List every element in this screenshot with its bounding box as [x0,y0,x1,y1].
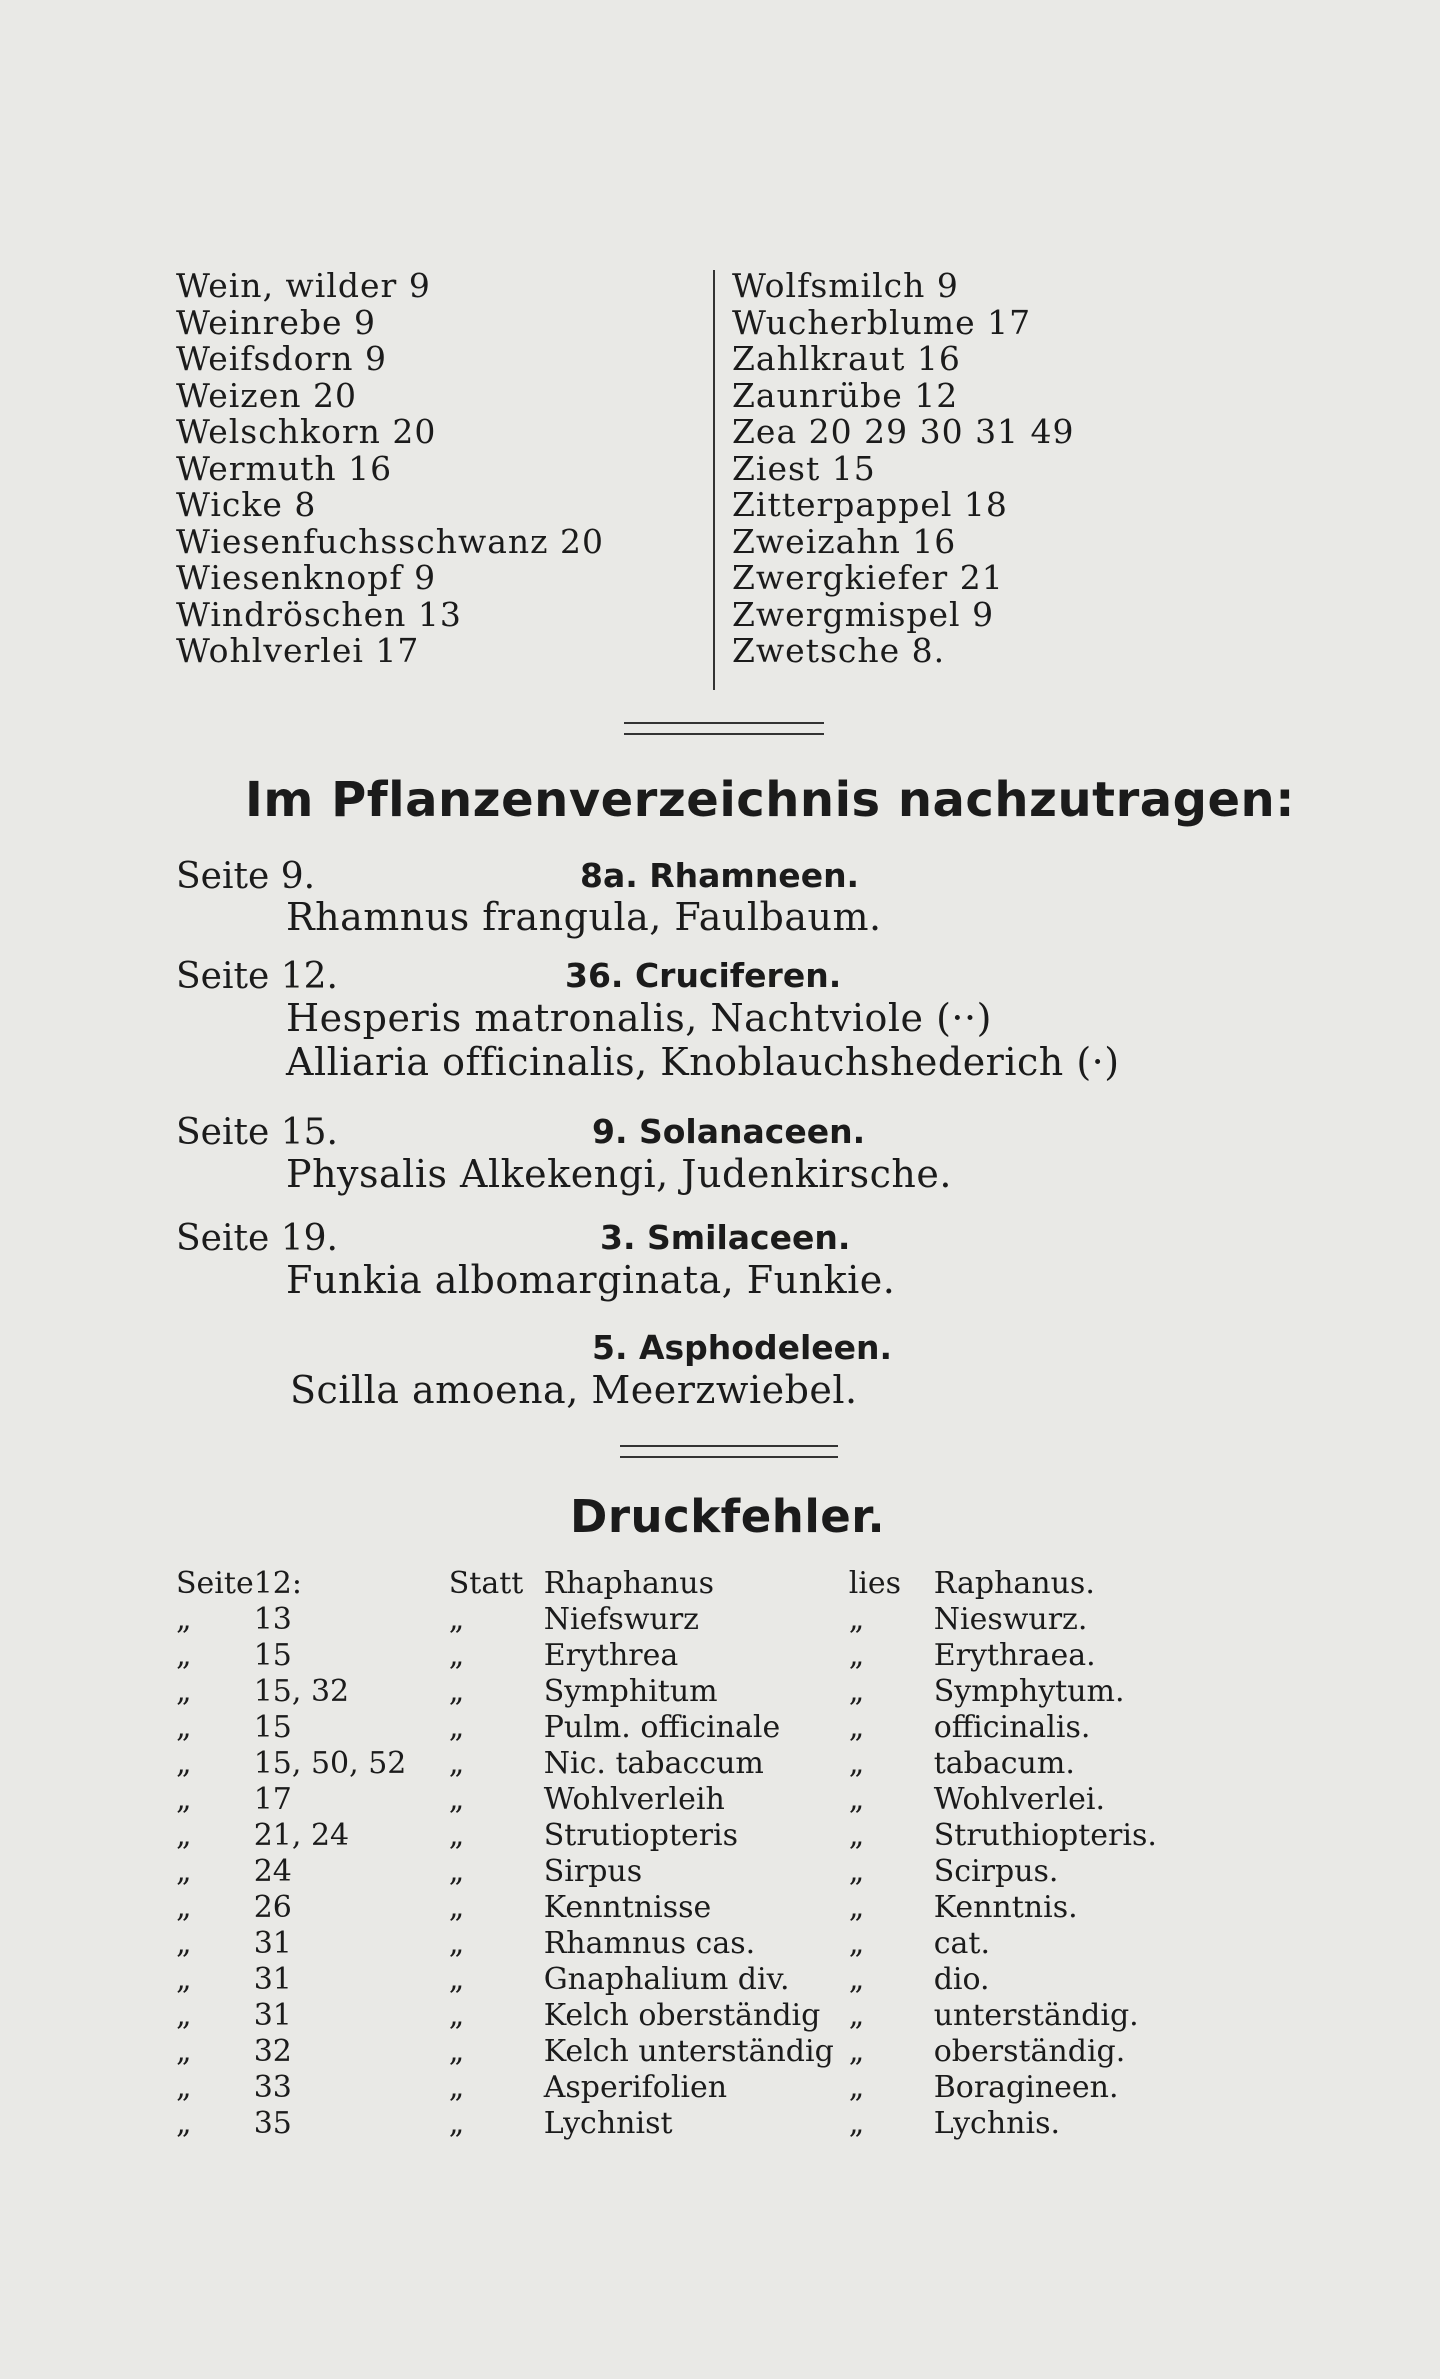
errata-lies: „ [848,1854,865,1889]
index-entry: Zitterpappel 18 [732,485,1008,524]
errata-page-number: 31 [253,1962,292,1997]
errata-page-number: 15 [253,1710,292,1745]
errata-ditto: „ [176,1674,192,1709]
errata-ditto: „ [176,1782,192,1817]
errata-row [176,1710,1206,1746]
errata-row [176,1890,1206,1926]
addenda-page-ref: Seite 9. [176,856,316,897]
errata-misprint: Niefswurz [543,1602,699,1637]
index-entry: Weizen 20 [176,375,357,415]
errata-correction: Nieswurz. [933,1602,1088,1637]
errata-page-number: 13 [253,1602,292,1637]
errata-statt: „ [448,2070,465,2105]
addenda-page-ref: Seite 12. [176,956,338,997]
errata-row [176,1782,1206,1818]
errata-lies: „ [848,1818,865,1853]
errata-statt: „ [448,2106,465,2141]
errata-correction: Struthiopteris. [933,1818,1157,1853]
addenda-page-ref: Seite 19. [176,1218,338,1259]
errata-correction: Symphytum. [933,1674,1125,1709]
index-entry: Ziest 15 [732,448,876,488]
errata-misprint: Rhaphanus [543,1566,714,1601]
errata-misprint: Lychnist [543,2106,673,2141]
errata-correction: officinalis. [933,1710,1091,1745]
index-entry: Wiesenfuchsschwanz 20 [176,521,604,561]
errata-statt: „ [448,1710,465,1745]
index-entry: Zwetsche 8. [732,631,946,670]
index-entry: Wucherblume 17 [732,302,1032,342]
errata-lies: „ [848,1638,865,1673]
errata-ditto: „ [176,1710,192,1745]
index-entry: Zaunrübe 12 [732,375,959,415]
index-entry: Zea 20 29 30 31 49 [732,412,1075,451]
errata-statt: „ [448,1890,465,1925]
errata-row [176,1818,1206,1854]
errata-row [176,1926,1206,1962]
errata-ditto: „ [176,1818,192,1853]
errata-ditto: „ [176,1998,192,2033]
errata-lies: „ [848,1602,865,1637]
errata-correction: unterständig. [933,1998,1139,2033]
errata-ditto: „ [176,2106,192,2141]
errata-ditto: „ [176,1746,192,1781]
errata-statt: „ [448,1926,465,1961]
errata-statt: „ [448,1638,465,1673]
errata-lies: „ [848,1998,865,2033]
errata-statt: „ [448,1962,465,1997]
plant-entry: Scilla amoena, Meerzwiebel. [290,1368,858,1412]
index-entry: Wicke 8 [176,485,317,524]
errata-lies: „ [848,2034,865,2069]
errata-row [176,1602,1206,1638]
errata-table-body [176,1566,1206,2142]
errata-correction: Lychnis. [933,2106,1061,2141]
errata-correction: Erythraea. [933,1638,1096,1673]
index-entry: Zwergkiefer 21 [732,558,1004,597]
errata-row [176,2070,1206,2106]
plant-entry: Alliaria officinalis, Knoblauchshederich (·) [286,1040,1120,1084]
errata-misprint: Symphitum [543,1674,718,1709]
errata-statt: „ [448,2034,465,2069]
errata-row [176,1746,1206,1782]
errata-page-number: 15, 32 [253,1674,350,1709]
plant-family-heading: 3. Smilaceen. [600,1218,851,1257]
errata-misprint: Kelch oberständig [543,1998,821,2033]
addenda-page-ref: Seite 15. [176,1112,338,1153]
errata-row [176,2106,1206,2142]
index-entry: Wiesenknopf 9 [176,558,437,597]
errata-statt: „ [448,1602,465,1637]
index-entry: Zweizahn 16 [732,521,957,561]
errata-correction: tabacum. [933,1746,1075,1781]
errata-ditto: „ [176,1926,192,1961]
errata-correction: cat. [933,1926,990,1961]
errata-page-number: 12: [253,1566,302,1601]
errata-table [176,1566,1206,2142]
errata-lies: „ [848,1962,865,1997]
errata-ditto: „ [176,1638,192,1673]
errata-row [176,1854,1206,1890]
errata-ditto: „ [176,1602,192,1637]
errata-misprint: Nic. tabaccum [543,1746,764,1781]
index-entry: Wohlverlei 17 [176,631,420,670]
plant-entry: Hesperis matronalis, Nachtviole (··) [286,996,992,1040]
errata-correction: oberständig. [933,2034,1126,2069]
errata-misprint: Kenntnisse [543,1890,712,1925]
errata-correction: Boragineen. [933,2070,1119,2105]
errata-lies: „ [848,1710,865,1745]
index-entry: Zwergmispel 9 [732,594,995,634]
plant-family-heading: 9. Solanaceen. [592,1112,866,1151]
errata-page-number: 31 [253,1926,292,1961]
errata-page-number: 15 [253,1638,292,1673]
errata-statt: „ [448,1998,465,2033]
errata-ditto: „ [176,1854,192,1889]
index-entry: Weifsdorn 9 [176,339,387,378]
errata-lies: „ [848,1674,865,1709]
errata-heading: Druckfehler. [570,1490,886,1543]
errata-page-number: 15, 50, 52 [253,1746,407,1781]
errata-page-number: 35 [253,2106,292,2141]
index-entry: Weinrebe 9 [176,302,377,342]
errata-statt: Statt [448,1566,524,1601]
index-left-column [176,268,604,670]
errata-misprint: Wohlverleih [543,1782,725,1817]
errata-page-number: 17 [253,1782,292,1817]
errata-ditto: „ [176,2070,192,2105]
errata-misprint: Sirpus [543,1854,643,1889]
errata-statt: „ [448,1782,465,1817]
index-entry: Welschkorn 20 [176,412,437,451]
plant-family-heading: 8a. Rhamneen. [580,856,860,895]
errata-row [176,1962,1206,1998]
errata-correction: dio. [933,1962,990,1997]
double-rule-divider [624,722,824,735]
errata-ditto: „ [176,2034,192,2069]
plant-entry: Physalis Alkekengi, Judenkirsche. [286,1152,952,1196]
addenda-heading: Im Pflanzenverzeichnis nachzutragen: [245,772,1295,828]
errata-misprint: Asperifolien [543,2070,728,2105]
errata-lies: „ [848,1926,865,1961]
errata-misprint: Erythrea [543,1638,679,1673]
errata-statt: „ [448,1674,465,1709]
errata-misprint: Gnaphalium div. [543,1962,790,1997]
errata-correction: Raphanus. [933,1566,1095,1601]
errata-misprint: Rhamnus cas. [543,1926,756,1961]
index-right-column [732,268,1075,670]
column-divider [713,270,715,690]
errata-lies: „ [848,2106,865,2141]
errata-row [176,1998,1206,2034]
index-entry: Wermuth 16 [176,448,393,488]
index-entry: Zahlkraut 16 [732,339,961,378]
errata-ditto: „ [176,1890,192,1925]
errata-lies: „ [848,1746,865,1781]
errata-misprint: Strutiopteris [543,1818,739,1853]
plant-entry: Funkia albomarginata, Funkie. [286,1258,896,1302]
index-entry: Wein, wilder 9 [176,266,431,305]
errata-row [176,1566,1206,1602]
errata-row [176,1674,1206,1710]
errata-page-number: 31 [253,1998,292,2033]
errata-page-number: 21, 24 [253,1818,350,1853]
errata-page-number: 26 [253,1890,292,1925]
plant-entry: Rhamnus frangula, Faulbaum. [286,895,882,939]
errata-page-number: 33 [253,2070,292,2105]
index-entry: Wolfsmilch 9 [732,266,959,305]
errata-page-number: 32 [253,2034,292,2069]
errata-misprint: Pulm. officinale [543,1710,781,1745]
errata-misprint: Kelch unterständig [543,2034,834,2069]
errata-row [176,1638,1206,1674]
errata-lies: „ [848,1782,865,1817]
errata-lies: „ [848,2070,865,2105]
errata-correction: Scirpus. [933,1854,1059,1889]
errata-statt: „ [448,1818,465,1853]
errata-correction: Kenntnis. [933,1890,1078,1925]
errata-correction: Wohlverlei. [933,1782,1106,1817]
double-rule-divider [620,1445,838,1458]
errata-page-number: 24 [253,1854,292,1889]
errata-lies: lies [848,1566,902,1601]
errata-row [176,2034,1206,2070]
errata-lies: „ [848,1890,865,1925]
errata-statt: „ [448,1854,465,1889]
errata-ditto: „ [176,1962,192,1997]
index-entry: Windröschen 13 [176,594,462,634]
plant-family-heading: 36. Cruciferen. [565,956,842,995]
plant-family-heading: 5. Asphodeleen. [592,1328,893,1367]
errata-statt: „ [448,1746,465,1781]
errata-ditto: Seite [176,1566,254,1601]
